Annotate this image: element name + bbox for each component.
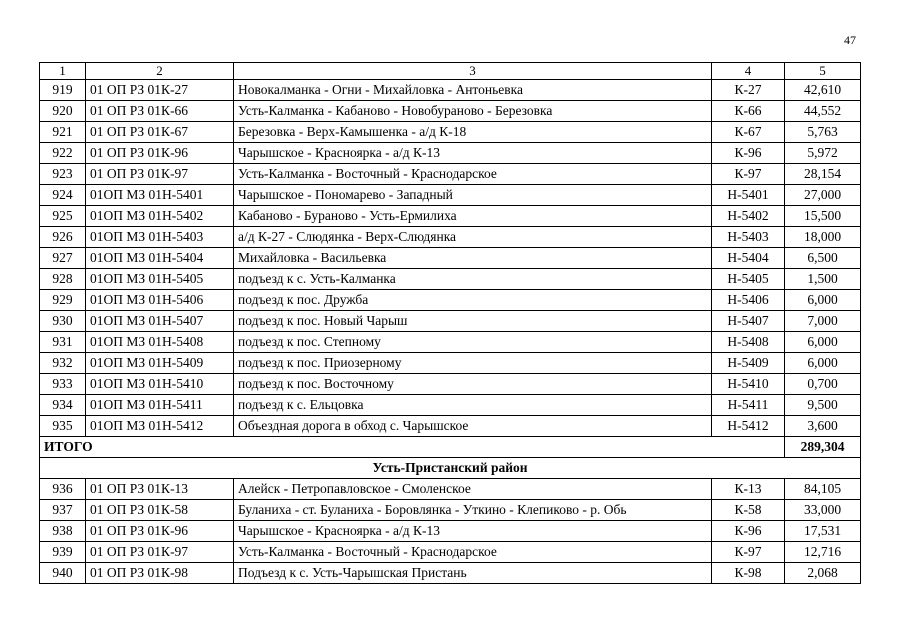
road-name: Михайловка - Васильевка <box>234 248 712 269</box>
row-number: 921 <box>40 122 86 143</box>
road-index: Н-5404 <box>712 248 785 269</box>
road-name: Усть-Калманка - Восточный - Краснодарское <box>234 164 712 185</box>
table-row <box>40 164 861 185</box>
road-name: Новокалманка - Огни - Михайловка - Антоньевка <box>234 80 712 101</box>
road-length: 44,552 <box>785 101 861 122</box>
table-row <box>40 80 861 101</box>
road-id-code: 01ОП МЗ 01Н-5405 <box>86 269 234 290</box>
road-index: Н-5411 <box>712 395 785 416</box>
table-row <box>40 206 861 227</box>
road-length: 6,000 <box>785 332 861 353</box>
row-number: 933 <box>40 374 86 395</box>
row-number: 936 <box>40 479 86 500</box>
road-name: подъезд к пос. Восточному <box>234 374 712 395</box>
table-row <box>40 395 861 416</box>
road-id-code: 01ОП МЗ 01Н-5409 <box>86 353 234 374</box>
table-row <box>40 416 861 437</box>
road-index: К-98 <box>712 563 785 584</box>
road-index: К-66 <box>712 101 785 122</box>
road-length: 12,716 <box>785 542 861 563</box>
road-id-code: 01 ОП РЗ 01К-27 <box>86 80 234 101</box>
table-row <box>40 500 861 521</box>
road-id-code: 01ОП МЗ 01Н-5402 <box>86 206 234 227</box>
table-row <box>40 101 861 122</box>
table-row <box>40 143 861 164</box>
road-name: Подъезд к с. Усть-Чарышская Пристань <box>234 563 712 584</box>
table-row <box>40 311 861 332</box>
district-header-row <box>40 458 861 479</box>
road-index: Н-5405 <box>712 269 785 290</box>
road-length: 0,700 <box>785 374 861 395</box>
road-id-code: 01ОП МЗ 01Н-5407 <box>86 311 234 332</box>
road-id-code: 01ОП МЗ 01Н-5406 <box>86 290 234 311</box>
road-index: Н-5410 <box>712 374 785 395</box>
row-number: 938 <box>40 521 86 542</box>
row-number: 931 <box>40 332 86 353</box>
row-number: 932 <box>40 353 86 374</box>
road-index: Н-5401 <box>712 185 785 206</box>
total-value: 289,304 <box>785 437 861 458</box>
road-index: К-96 <box>712 143 785 164</box>
road-length: 33,000 <box>785 500 861 521</box>
row-number: 937 <box>40 500 86 521</box>
road-index: К-67 <box>712 122 785 143</box>
column-number-1: 1 <box>40 63 86 80</box>
row-number: 939 <box>40 542 86 563</box>
road-name: подъезд к пос. Новый Чарыш <box>234 311 712 332</box>
table-row <box>40 185 861 206</box>
road-index: К-96 <box>712 521 785 542</box>
road-length: 27,000 <box>785 185 861 206</box>
row-number: 930 <box>40 311 86 332</box>
road-name: Кабаново - Бураново - Усть-Ермилиха <box>234 206 712 227</box>
road-id-code: 01ОП МЗ 01Н-5404 <box>86 248 234 269</box>
road-name: Усть-Калманка - Кабаново - Новобураново - Березовка <box>234 101 712 122</box>
table-row <box>40 290 861 311</box>
road-id-code: 01ОП МЗ 01Н-5408 <box>86 332 234 353</box>
road-index: К-97 <box>712 164 785 185</box>
column-number-4: 4 <box>712 63 785 80</box>
road-id-code: 01ОП МЗ 01Н-5401 <box>86 185 234 206</box>
road-id-code: 01ОП МЗ 01Н-5403 <box>86 227 234 248</box>
road-name: Чарышское - Красноярка - а/д К-13 <box>234 521 712 542</box>
table-row <box>40 332 861 353</box>
road-length: 6,500 <box>785 248 861 269</box>
road-length: 5,972 <box>785 143 861 164</box>
row-number: 935 <box>40 416 86 437</box>
road-name: а/д К-27 - Слюдянка - Верх-Слюдянка <box>234 227 712 248</box>
row-number: 922 <box>40 143 86 164</box>
road-name: Алейск - Петропавловское - Смоленское <box>234 479 712 500</box>
road-length: 28,154 <box>785 164 861 185</box>
column-number-5: 5 <box>785 63 861 80</box>
road-index: Н-5408 <box>712 332 785 353</box>
road-length: 5,763 <box>785 122 861 143</box>
table-row <box>40 353 861 374</box>
road-name: Чарышское - Пономарево - Западный <box>234 185 712 206</box>
roads-table-body <box>40 63 861 584</box>
road-name: Объездная дорога в обход с. Чарышское <box>234 416 712 437</box>
road-name: подъезд к пос. Приозерному <box>234 353 712 374</box>
road-name: Буланиха - ст. Буланиха - Боровлянка - Уткино - Клепиково - р. Обь <box>234 500 712 521</box>
road-id-code: 01 ОП РЗ 01К-97 <box>86 164 234 185</box>
page-number: 47 <box>844 33 856 47</box>
table-row <box>40 248 861 269</box>
total-row <box>40 437 861 458</box>
table-row <box>40 374 861 395</box>
road-length: 7,000 <box>785 311 861 332</box>
road-name: подъезд к пос. Степному <box>234 332 712 353</box>
road-index: Н-5412 <box>712 416 785 437</box>
road-length: 84,105 <box>785 479 861 500</box>
road-name: подъезд к пос. Дружба <box>234 290 712 311</box>
road-name: подъезд к с. Усть-Калманка <box>234 269 712 290</box>
table-row <box>40 479 861 500</box>
road-index: Н-5406 <box>712 290 785 311</box>
road-id-code: 01 ОП РЗ 01К-96 <box>86 521 234 542</box>
road-name: Чарышское - Красноярка - а/д К-13 <box>234 143 712 164</box>
road-name: Березовка - Верх-Камышенка - а/д К-18 <box>234 122 712 143</box>
table-row <box>40 269 861 290</box>
row-number: 940 <box>40 563 86 584</box>
road-index: Н-5407 <box>712 311 785 332</box>
column-number-3: 3 <box>234 63 712 80</box>
road-id-code: 01 ОП РЗ 01К-67 <box>86 122 234 143</box>
row-number: 927 <box>40 248 86 269</box>
table-row <box>40 227 861 248</box>
row-number: 934 <box>40 395 86 416</box>
road-name: подъезд к с. Ельцовка <box>234 395 712 416</box>
row-number: 928 <box>40 269 86 290</box>
road-length: 42,610 <box>785 80 861 101</box>
road-name: Усть-Калманка - Восточный - Краснодарское <box>234 542 712 563</box>
road-index: К-13 <box>712 479 785 500</box>
road-index: К-27 <box>712 80 785 101</box>
road-id-code: 01 ОП РЗ 01К-58 <box>86 500 234 521</box>
column-number-row <box>40 63 861 80</box>
road-length: 9,500 <box>785 395 861 416</box>
row-number: 924 <box>40 185 86 206</box>
roads-table <box>39 62 861 584</box>
row-number: 926 <box>40 227 86 248</box>
total-label: ИТОГО <box>40 437 785 458</box>
road-id-code: 01 ОП РЗ 01К-97 <box>86 542 234 563</box>
row-number: 920 <box>40 101 86 122</box>
road-id-code: 01ОП МЗ 01Н-5412 <box>86 416 234 437</box>
road-index: Н-5409 <box>712 353 785 374</box>
row-number: 929 <box>40 290 86 311</box>
road-id-code: 01 ОП РЗ 01К-98 <box>86 563 234 584</box>
road-index: К-58 <box>712 500 785 521</box>
road-index: Н-5403 <box>712 227 785 248</box>
road-id-code: 01 ОП РЗ 01К-66 <box>86 101 234 122</box>
table-row <box>40 521 861 542</box>
road-length: 15,500 <box>785 206 861 227</box>
column-number-2: 2 <box>86 63 234 80</box>
row-number: 925 <box>40 206 86 227</box>
road-id-code: 01 ОП РЗ 01К-13 <box>86 479 234 500</box>
road-length: 6,000 <box>785 290 861 311</box>
road-length: 18,000 <box>785 227 861 248</box>
road-length: 3,600 <box>785 416 861 437</box>
road-index: К-97 <box>712 542 785 563</box>
road-id-code: 01ОП МЗ 01Н-5411 <box>86 395 234 416</box>
row-number: 923 <box>40 164 86 185</box>
table-row <box>40 542 861 563</box>
road-length: 6,000 <box>785 353 861 374</box>
road-id-code: 01ОП МЗ 01Н-5410 <box>86 374 234 395</box>
table-row <box>40 122 861 143</box>
road-length: 17,531 <box>785 521 861 542</box>
district-name: Усть-Пристанский район <box>40 458 861 479</box>
road-length: 1,500 <box>785 269 861 290</box>
road-index: Н-5402 <box>712 206 785 227</box>
row-number: 919 <box>40 80 86 101</box>
table-row <box>40 563 861 584</box>
road-id-code: 01 ОП РЗ 01К-96 <box>86 143 234 164</box>
road-length: 2,068 <box>785 563 861 584</box>
